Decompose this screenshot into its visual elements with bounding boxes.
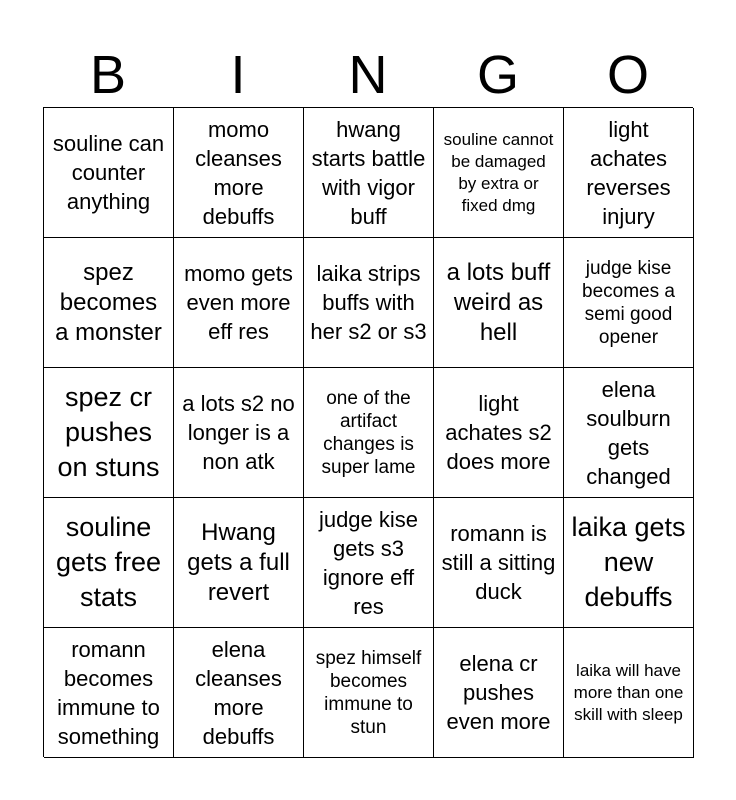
- bingo-cell-r4c5[interactable]: [564, 498, 694, 628]
- bingo-cell-r3c5[interactable]: [564, 368, 694, 498]
- cell-text: romann becomes immune to something: [57, 636, 160, 749]
- cell-text: spez becomes a monster: [55, 258, 162, 346]
- bingo-board: [43, 107, 693, 757]
- cell-text: one of the artifact changes is super lame: [321, 387, 416, 478]
- cell-text: light achates reverses injury: [586, 116, 671, 229]
- bingo-cell-r3c3[interactable]: [304, 368, 434, 498]
- cell-text: elena soulburn gets changed: [586, 376, 671, 489]
- cell-text: souline gets free stats: [55, 512, 162, 612]
- bingo-cell-r5c1[interactable]: [44, 628, 174, 758]
- cell-text: momo gets even more eff res: [184, 261, 293, 344]
- cell-text: light achates s2 does more: [445, 391, 552, 474]
- cell-text: elena cleanses more debuffs: [195, 636, 282, 749]
- bingo-cell-r1c5[interactable]: [564, 108, 694, 238]
- bingo-cell-r5c4[interactable]: [434, 628, 564, 758]
- bingo-cell-r5c2[interactable]: [174, 628, 304, 758]
- bingo-cell-r2c1[interactable]: [44, 238, 174, 368]
- cell-text: a lots s2 no longer is a non atk: [182, 391, 295, 474]
- cell-text: judge kise gets s3 ignore eff res: [318, 506, 419, 619]
- bingo-cell-r4c3[interactable]: [304, 498, 434, 628]
- bingo-cell-r1c1[interactable]: [44, 108, 174, 238]
- bingo-cell-r1c2[interactable]: [174, 108, 304, 238]
- cell-text: spez cr pushes on stuns: [57, 382, 160, 482]
- bingo-cell-r5c5[interactable]: [564, 628, 694, 758]
- bingo-cell-r1c4[interactable]: [434, 108, 564, 238]
- cell-text: judge kise becomes a semi good opener: [582, 257, 675, 348]
- bingo-cell-r2c5[interactable]: [564, 238, 694, 368]
- bingo-cell-r3c4[interactable]: [434, 368, 564, 498]
- cell-text: elena cr pushes even more: [446, 651, 551, 734]
- cell-text: laika strips buffs with her s2 or s3: [310, 261, 427, 344]
- bingo-cell-r4c1[interactable]: [44, 498, 174, 628]
- bingo-cell-r3c2[interactable]: [174, 368, 304, 498]
- header-letter-b: B: [89, 45, 127, 105]
- header-letter-i: I: [230, 45, 246, 105]
- cell-text: souline can counter anything: [52, 131, 165, 214]
- bingo-cell-r2c3[interactable]: [304, 238, 434, 368]
- cell-text: a lots buff weird as hell: [446, 258, 551, 346]
- cell-text: romann is still a sitting duck: [441, 521, 556, 604]
- header-letter-n: N: [348, 45, 388, 105]
- cell-text: souline cannot be damaged by extra or fixed dmg: [443, 129, 554, 215]
- bingo-cell-r3c1[interactable]: [44, 368, 174, 498]
- cell-text: Hwang gets a full revert: [187, 518, 290, 606]
- cell-text: laika gets new debuffs: [571, 512, 686, 612]
- cell-text: spez himself becomes immune to stun: [315, 647, 422, 738]
- bingo-cell-r1c3[interactable]: [304, 108, 434, 238]
- bingo-cell-r5c3[interactable]: [304, 628, 434, 758]
- cell-text: momo cleanses more debuffs: [195, 116, 282, 229]
- cell-text: hwang starts battle with vigor buff: [311, 116, 426, 229]
- bingo-cell-r2c4[interactable]: [434, 238, 564, 368]
- bingo-cell-r4c4[interactable]: [434, 498, 564, 628]
- header-letter-o: O: [606, 45, 649, 105]
- bingo-header: [43, 42, 693, 108]
- cell-text: laika will have more than one skill with sleep: [573, 660, 684, 724]
- bingo-cell-r4c2[interactable]: [174, 498, 304, 628]
- bingo-cell-r2c2[interactable]: [174, 238, 304, 368]
- header-letter-g: G: [476, 45, 519, 105]
